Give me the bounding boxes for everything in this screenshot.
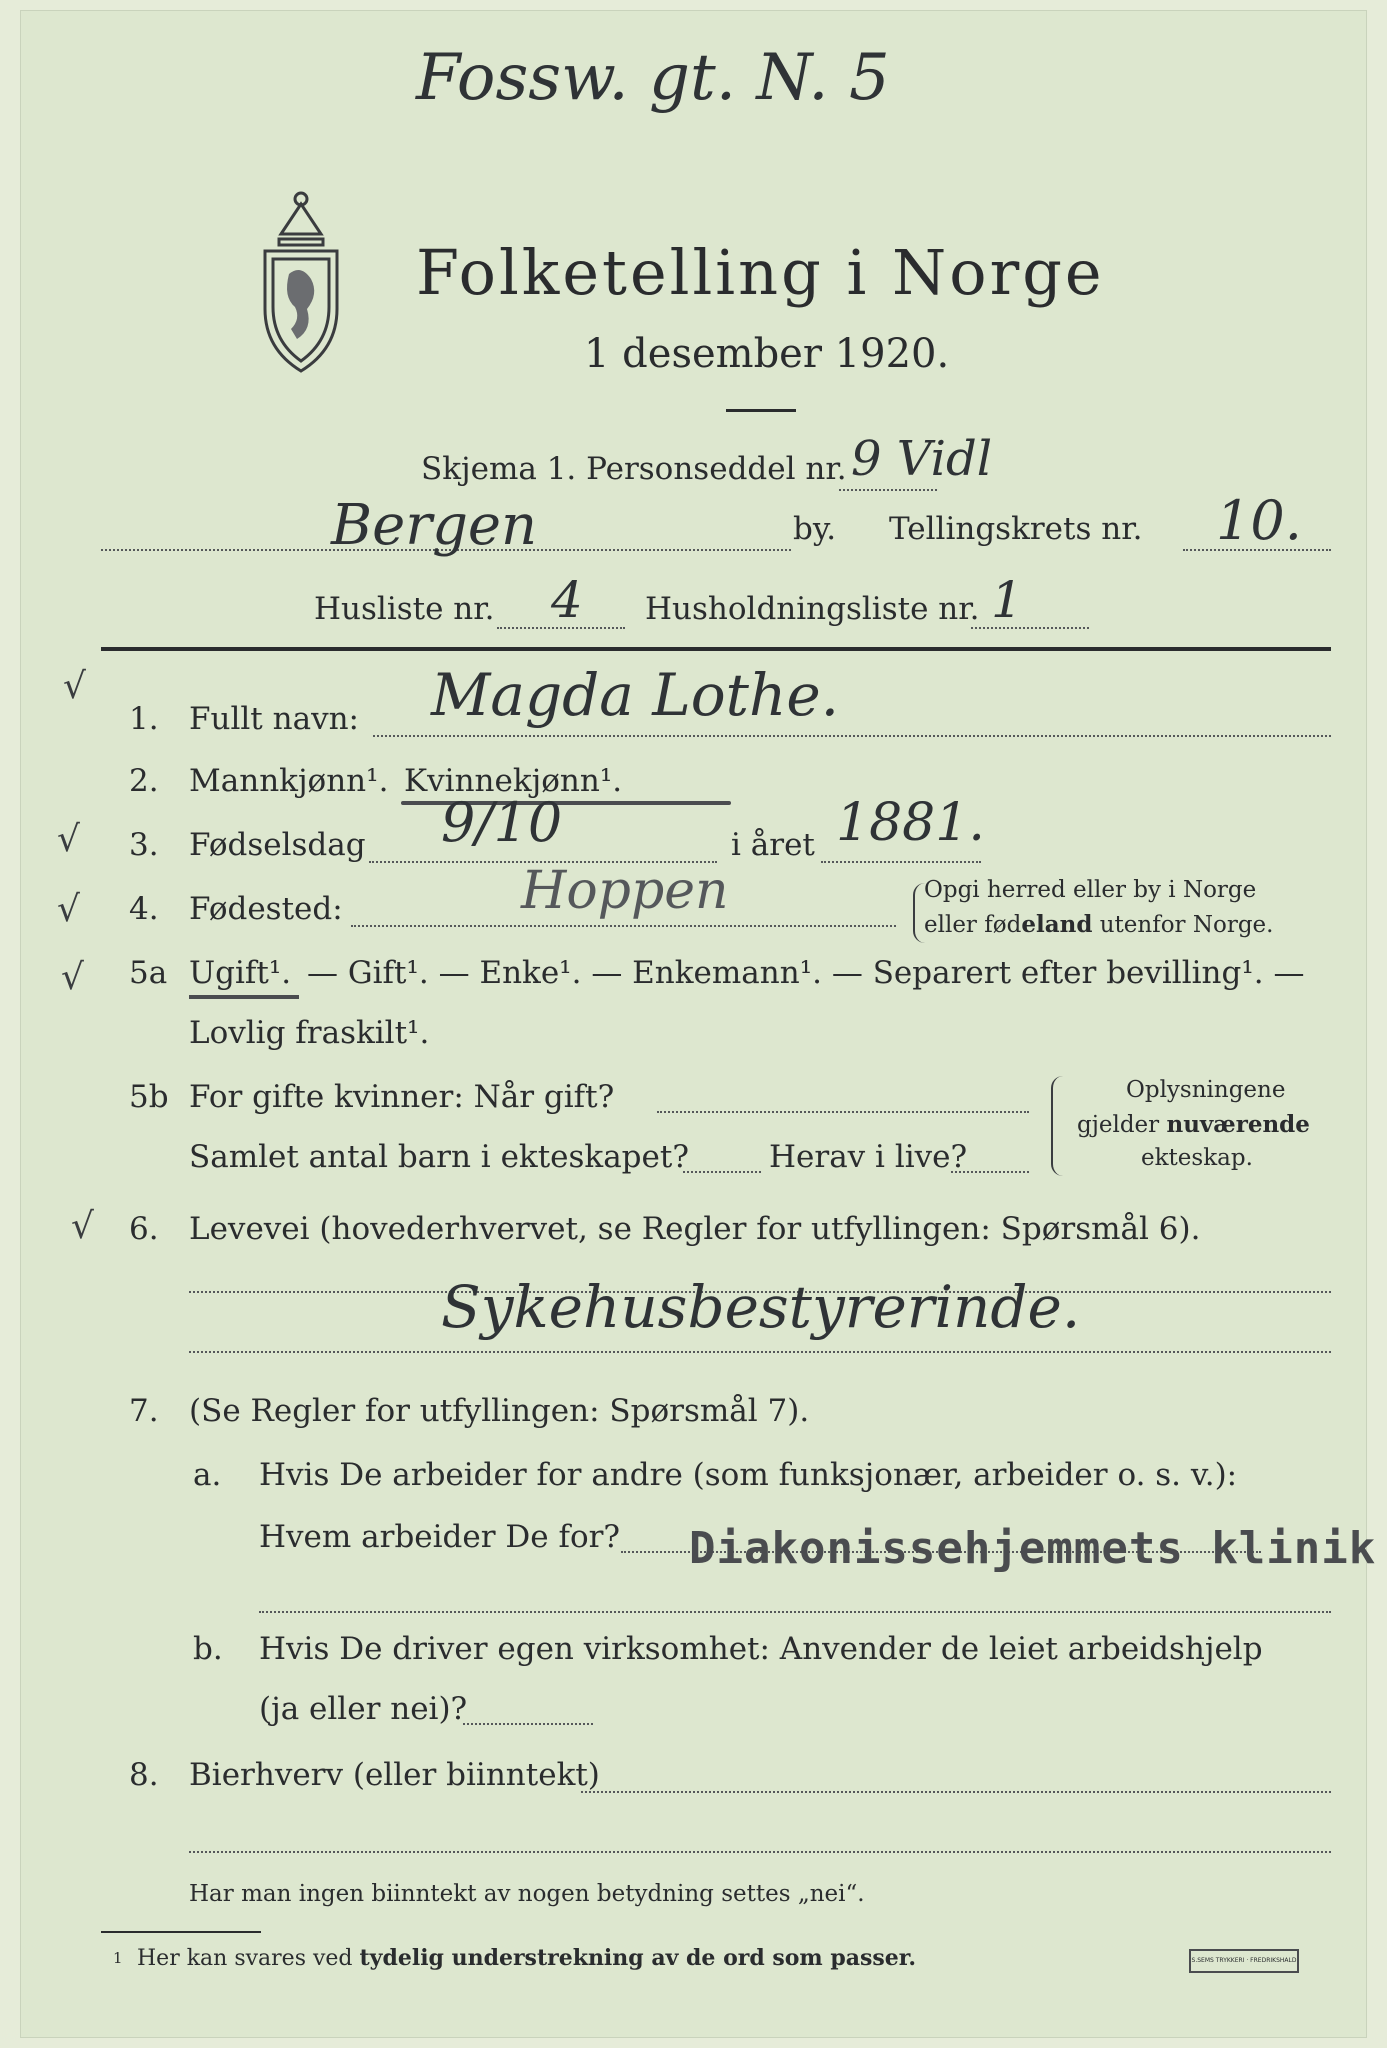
footnote-text: Her kan svares ved tydelig understrekning av de ord som passer. — [137, 1945, 917, 1971]
q5b-barn-line — [683, 1171, 761, 1173]
q7a-stamp-answer: Diakonissehjemmets klinik — [689, 1523, 1377, 1574]
husliste-value: 4 — [551, 571, 583, 629]
husholdningsliste-label: Husholdningsliste nr. — [645, 591, 980, 627]
q5b-number: 5b — [129, 1079, 169, 1115]
by-label: by. — [793, 511, 837, 547]
printer-mark: S.SEMS TRYKKERI · FREDRIKSHALD — [1189, 1949, 1299, 1973]
q5b-note-line3: ekteskap. — [1141, 1145, 1253, 1171]
q6-number: 6. — [129, 1211, 159, 1247]
q7a-line1: Hvis De arbeider for andre (som funksjonær, arbeider o. s. v.): — [259, 1457, 1238, 1493]
footnote-rule — [101, 1931, 261, 1933]
checkmark: √ — [71, 1206, 94, 1247]
q8-line-2 — [189, 1851, 1331, 1853]
q7b-line — [463, 1723, 593, 1725]
q6-answer: Sykehusbestyrerinde. — [441, 1273, 1081, 1341]
q7b-letter: b. — [193, 1631, 223, 1667]
footnote-number: 1 — [113, 1949, 123, 1967]
q3-number: 3. — [129, 827, 159, 863]
q7b-line2: (ja eller nei)? — [259, 1691, 468, 1727]
personseddel-value: 9 Vidl — [851, 431, 993, 487]
skjema-label: Skjema 1. Personseddel nr. — [421, 451, 847, 487]
husholdningsliste-line — [971, 627, 1089, 629]
q6-line-2 — [189, 1351, 1331, 1353]
q4-note-line2: eller fødeland utenfor Norge. — [924, 911, 1274, 938]
q4-answer: Hoppen — [521, 861, 729, 921]
q5a-number: 5a — [129, 955, 168, 991]
q7a-letter: a. — [193, 1457, 222, 1493]
q2-number: 2. — [129, 763, 159, 799]
q5b-note-line2: gjelder nuværende — [1077, 1111, 1310, 1138]
q1-label: Fullt navn: — [189, 701, 359, 737]
by-value: Bergen — [331, 493, 538, 558]
q5b-live-label: Herav i live? — [769, 1139, 968, 1175]
q7-label: (Se Regler for utfyllingen: Spørsmål 7). — [189, 1393, 810, 1429]
q4-line — [351, 925, 896, 927]
nei-note: Har man ingen biinntekt av nogen betydning settes „nei“. — [189, 1881, 865, 1907]
q1-line — [373, 735, 1331, 737]
header-rule — [101, 647, 1331, 651]
q7a-line2: Hvem arbeider De for? — [259, 1519, 621, 1555]
q4-number: 4. — [129, 891, 159, 927]
q3-answer-day: 9/10 — [441, 791, 563, 854]
husliste-label: Husliste nr. — [314, 591, 495, 627]
checkmark: √ — [57, 889, 80, 930]
q5a-options: — Gift¹. — Enke¹. — Enkemann¹. — Separert efter bevilling¹. — — [307, 955, 1305, 991]
q3-answer-year: 1881. — [836, 793, 985, 853]
q5b-live-line — [951, 1171, 1029, 1173]
checkmark: √ — [57, 819, 80, 860]
form-title: Folketelling i Norge — [416, 236, 1105, 309]
q7b-line1: Hvis De driver egen virksomhet: Anvender de leiet arbeidshjelp — [259, 1631, 1263, 1667]
q5b-brace — [1051, 1076, 1063, 1176]
q5b-line1: For gifte kvinner: Når gift? — [189, 1079, 615, 1115]
q5a-line2: Lovlig fraskilt¹. — [189, 1015, 430, 1051]
checkmark: √ — [61, 957, 84, 998]
q8-number: 8. — [129, 1757, 159, 1793]
q8-label: Bierhverv (eller biinntekt) — [189, 1757, 600, 1793]
address-note: Fossw. gt. N. 5 — [416, 41, 890, 115]
q2-label-female: Kvinnekjønn¹. — [404, 763, 623, 799]
q5a-underline-mark — [189, 995, 299, 999]
q1-number: 1. — [129, 701, 159, 737]
tellingskrets-value: 10. — [1216, 489, 1302, 552]
q3-year-label: i året — [731, 827, 815, 863]
title-divider — [726, 409, 796, 412]
q4-note-line1: Opgi herred eller by i Norge — [924, 877, 1257, 903]
tellingskrets-label: Tellingskrets nr. — [889, 511, 1143, 547]
q5a-ugift: Ugift¹. — [189, 955, 292, 991]
census-date: 1 desember 1920. — [584, 331, 950, 377]
personseddel-line — [839, 489, 937, 491]
q3-year-line — [821, 861, 981, 863]
checkmark: √ — [63, 666, 86, 707]
husholdningsliste-value: 1 — [991, 571, 1023, 629]
q7-number: 7. — [129, 1393, 159, 1429]
q5b-gift-line — [657, 1111, 1029, 1113]
q6-label: Levevei (hovederhvervet, se Regler for utfyllingen: Spørsmål 6). — [189, 1211, 1201, 1247]
coat-of-arms-icon — [251, 179, 351, 379]
q5b-barn-label: Samlet antal barn i ekteskapet? — [189, 1139, 689, 1175]
q2-label-male: Mannkjønn¹. — [189, 763, 389, 799]
q5b-note-line1: Oplysningene — [1126, 1077, 1286, 1103]
q4-label: Fødested: — [189, 891, 343, 927]
census-form — [20, 10, 1377, 2038]
q1-answer-name: Magda Lothe. — [431, 661, 840, 729]
q7a-line-2 — [259, 1611, 1331, 1613]
q8-line — [581, 1791, 1331, 1793]
q3-label: Fødselsdag — [189, 827, 366, 863]
